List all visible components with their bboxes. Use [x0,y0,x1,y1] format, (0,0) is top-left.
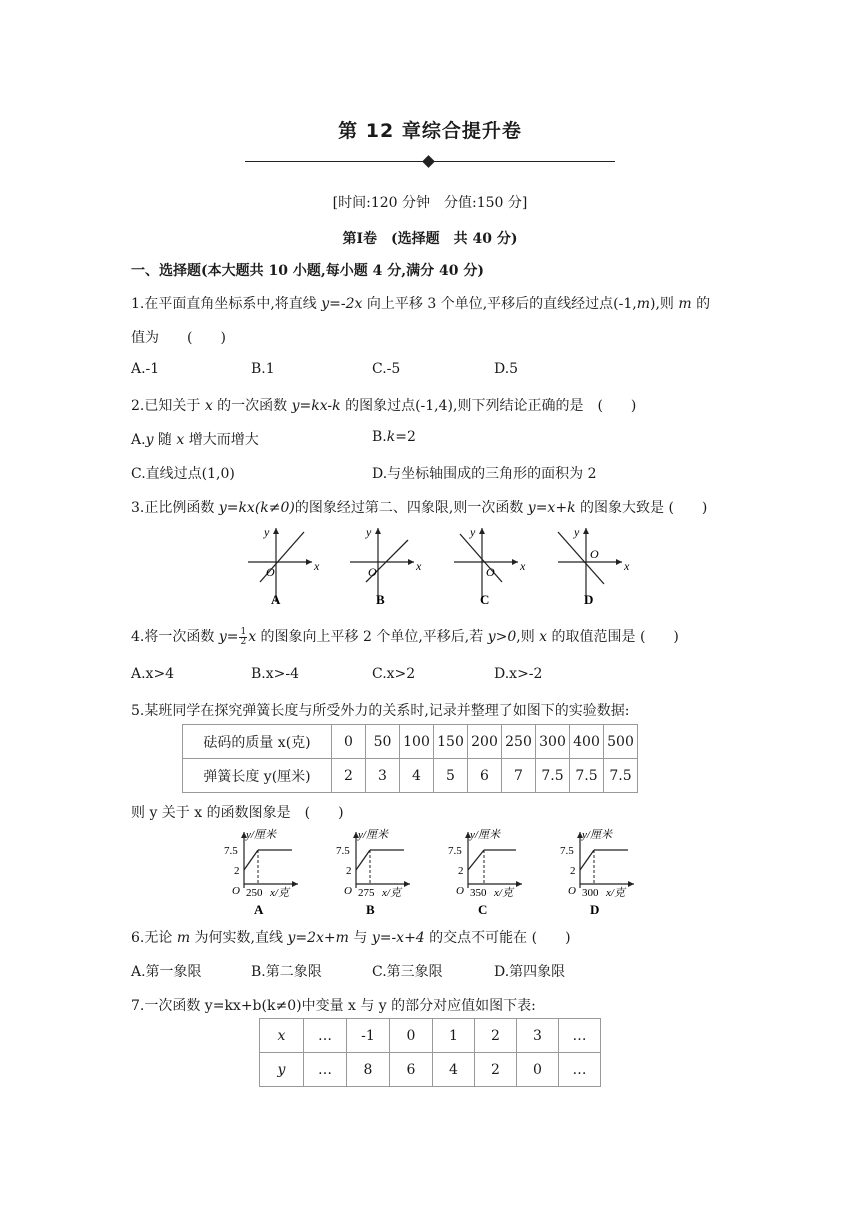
q3c-ylabel: y [470,525,476,539]
divider-ornament [422,155,435,168]
table-cell: … [304,1019,347,1053]
q5-graph-a [224,828,298,917]
table-cell: 7 [502,759,536,793]
q5c-xlabel: x/克 [494,887,513,899]
q3-label-d: D [584,592,594,607]
q5-data-table [182,724,638,793]
q3-graph-d [558,525,630,607]
q3d-origin: O [590,547,599,561]
fraction-one-half: $\frac{1}{2}$ [240,626,247,647]
q3a-xlabel: x [314,559,320,573]
q3b-ylabel: y [366,525,372,539]
table-cell: 7.5 [604,759,638,793]
question-5: 5.某班同学在探究弹簧长度与所受外力的关系时,记录并整理了如图下的实验数据: [131,703,630,719]
q5a-xtick: 250 [246,887,263,899]
q5d-xtick: 300 [582,887,599,899]
question-1-line2: 值为 ( ) [131,330,226,346]
q5d-y1: 7.5 [560,845,574,857]
q5a-xlabel: x/克 [270,887,289,899]
table-row [260,1019,601,1053]
q5-graphs [222,826,642,918]
q7-data-table [259,1018,601,1087]
table-cell: 250 [502,725,536,759]
table-cell: 300 [536,725,570,759]
part-heading: 第Ⅰ卷 (选择题 共 40 分) [342,231,518,247]
q3d-xlabel: x [624,559,630,573]
table-header-cell: x [260,1019,304,1053]
q3-graph-c [454,525,526,607]
table-cell: 400 [570,725,604,759]
table-cell: 5 [434,759,468,793]
q4-option-d: D.x>-2 [494,666,543,682]
q5c-xtick: 350 [470,887,487,899]
question-3: 3.正比例函数 y=kx(k≠0)的图象经过第二、四象限,则一次函数 y=x+k 的图象大致是 ( ) [131,500,708,516]
q5b-origin: O [344,885,352,897]
question-6: 6.无论 m 为何实数,直线 y=2x+m 与 y=-x+4 的交点不可能在 ( ) [131,930,571,946]
table-cell: 4 [400,759,434,793]
q3d-ylabel: y [574,525,580,539]
q6-option-b: B.第二象限 [251,964,322,980]
q2-option-b: B.k=2 [372,429,416,445]
table-cell: 2 [475,1053,517,1087]
q5a-y2: 2 [234,865,240,877]
table-cell: 4 [433,1053,475,1087]
q5a-origin: O [232,885,240,897]
q3b-xlabel: x [416,559,422,573]
q2-option-d: D.与坐标轴围成的三角形的面积为 2 [372,466,597,482]
table-cell: 0 [390,1019,433,1053]
q4-option-c: C.x>2 [372,666,416,682]
question-2: 2.已知关于 x 的一次函数 y=kx-k 的图象过点(-1,4),则下列结论正确的是 ( ) [131,398,637,414]
table-header-cell: 弹簧长度 y(厘米) [183,759,332,793]
q5c-origin: O [456,885,464,897]
table-cell: 8 [347,1053,390,1087]
table-cell: 100 [400,725,434,759]
table-cell: 2 [475,1019,517,1053]
table-cell: … [304,1053,347,1087]
q5b-ylabel: y/厘米 [358,829,388,841]
table-cell: 0 [517,1053,559,1087]
q5-label-b: B [366,902,375,917]
q1-option-d: D.5 [494,361,519,377]
question-1: 1.在平面直角坐标系中,将直线 y=-2x 向上平移 3 个单位,平移后的直线经过点(-1,m),则 m 的 [131,296,711,312]
q1-option-b: B.1 [251,361,275,377]
q1-option-c: C.-5 [372,361,401,377]
table-cell: 3 [517,1019,559,1053]
table-cell: 0 [332,725,366,759]
question-5-prompt: 则 y 关于 x 的函数图象是 ( ) [131,805,344,821]
exam-meta: [时间:120 分钟 分值:150 分] [332,195,528,211]
q3c-xlabel: x [520,559,526,573]
table-cell: 6 [390,1053,433,1087]
table-cell: 1 [433,1019,475,1053]
q4-option-a: A.x>4 [131,666,175,682]
q5b-y1: 7.5 [336,845,350,857]
q3c-origin: O [486,565,495,579]
table-cell: 3 [366,759,400,793]
q1-option-a: A.-1 [131,361,160,377]
table-cell: 500 [604,725,638,759]
q4-option-b: B.x>-4 [251,666,300,682]
q3-label-a: A [271,592,281,607]
q2-option-c: C.直线过点(1,0) [131,466,235,482]
question-7: 7.一次函数 y=kx+b(k≠0)中变量 x 与 y 的部分对应值如图下表: [131,998,536,1014]
table-cell: 7.5 [536,759,570,793]
q5-label-a: A [254,902,264,917]
q3-graph-b [350,525,422,607]
q6-option-d: D.第四象限 [494,964,566,980]
q5a-ylabel: y/厘米 [246,829,276,841]
q5d-y2: 2 [570,865,576,877]
table-row [260,1053,601,1087]
table-cell: 150 [434,725,468,759]
q5a-y1: 7.5 [224,845,238,857]
page-title: 第 12 章综合提升卷 [338,120,522,142]
table-header-cell: 砝码的质量 x(克) [183,725,332,759]
q5c-ylabel: y/厘米 [470,829,500,841]
q3-label-b: B [376,592,385,607]
q3-label-c: C [480,592,490,607]
table-row [183,725,638,759]
q3-graph-a [248,525,320,607]
q3a-origin: O [266,565,275,579]
q5-label-c: C [478,902,488,917]
section-heading: 一、选择题(本大题共 10 小题,每小题 4 分,满分 40 分) [131,263,484,279]
table-cell: … [559,1053,601,1087]
table-cell: -1 [347,1019,390,1053]
q2-option-a: A.y 随 x 增大而增大 [131,432,259,448]
q6-option-a: A.第一象限 [131,964,202,980]
q6-option-c: C.第三象限 [372,964,443,980]
q5-graph-d [560,828,634,917]
q3a-ylabel: y [264,525,270,539]
table-header-cell: y [260,1053,304,1087]
q3b-origin: O [368,565,377,579]
q5d-origin: O [568,885,576,897]
q5b-y2: 2 [346,865,352,877]
q5-graph-b [336,828,410,917]
question-4: 4.将一次函数 y= $\frac{1}{2}$ x 的图象向上平移 2 个单位,平移后,若 y>0,则 x 的取值范围是 ( ) [131,626,679,647]
table-cell: … [559,1019,601,1053]
q5d-xlabel: x/克 [606,887,625,899]
q5b-xtick: 275 [358,887,375,899]
q5b-xlabel: x/克 [382,887,401,899]
table-cell: 200 [468,725,502,759]
q5c-y1: 7.5 [448,845,462,857]
q5c-y2: 2 [458,865,464,877]
q5-graph-c [448,828,522,917]
q5-label-d: D [590,902,600,917]
q5d-ylabel: y/厘米 [582,829,612,841]
q3-graphs [230,520,630,610]
table-cell: 2 [332,759,366,793]
table-cell: 50 [366,725,400,759]
table-cell: 7.5 [570,759,604,793]
table-row [183,759,638,793]
table-cell: 6 [468,759,502,793]
